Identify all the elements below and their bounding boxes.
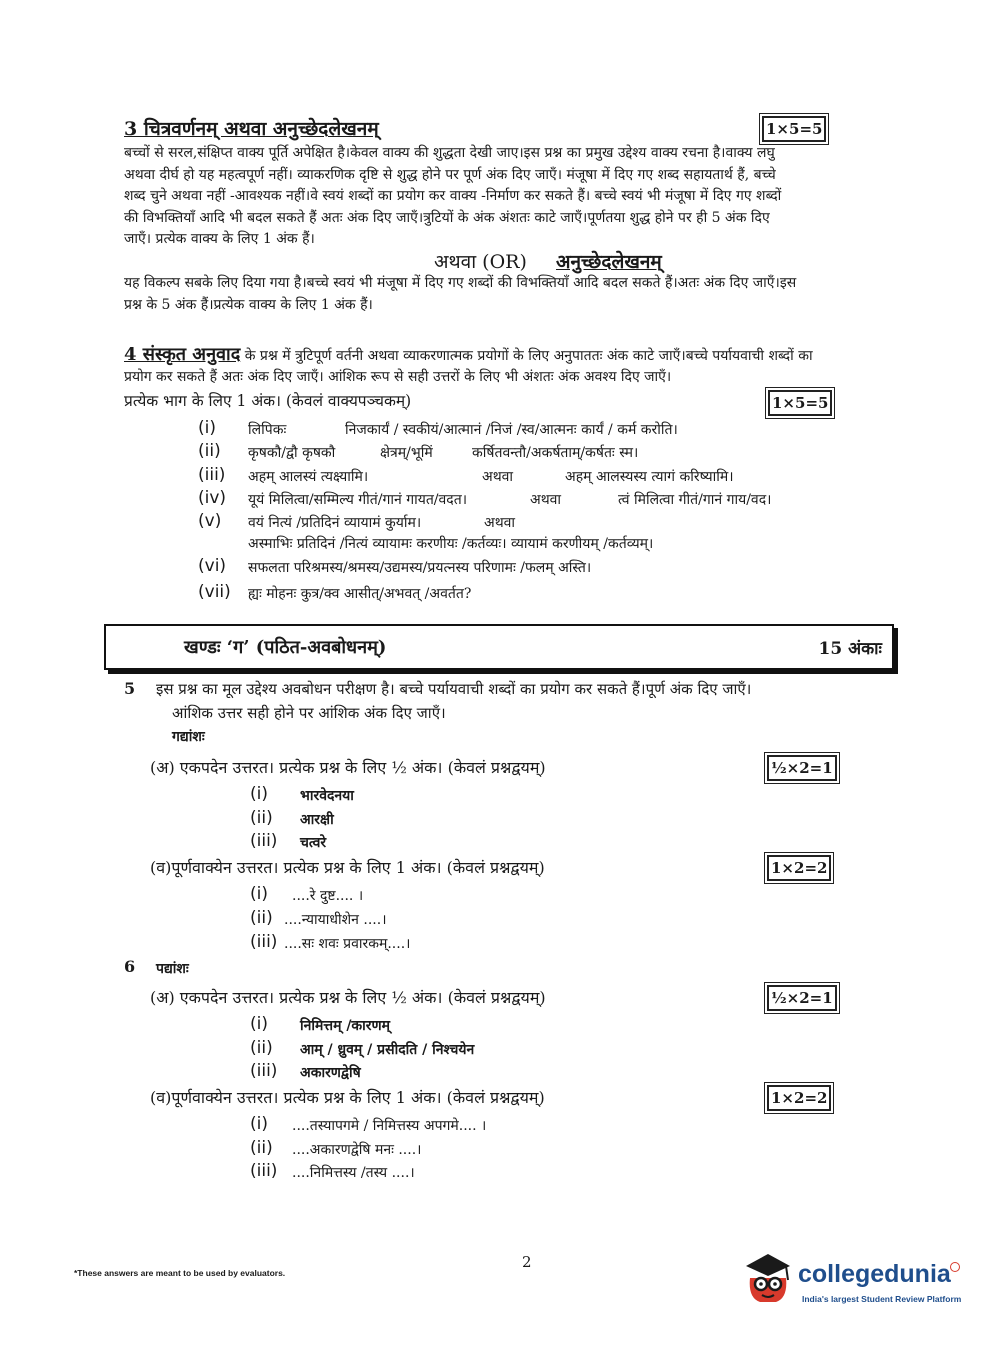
q3-alt-line: प्रश्न के 5 अंक हैं।प्रत्येक वाक्य के लिए 1 अंक हैं। bbox=[124, 296, 373, 313]
brand-name: collegedunia bbox=[798, 1260, 951, 1288]
q3-marks-box: 1×5=5 bbox=[762, 116, 826, 142]
q5-part-a-heading: (अ) एकपदेन उत्तरत। प्रत्येक प्रश्न के लिए ½ अंक। (केवलं प्रश्नद्वयम्) bbox=[150, 758, 546, 777]
item-text: आम् / ध्रुवम् / प्रसीदति / निश्चयेन bbox=[300, 1042, 475, 1058]
item-number: (ii) bbox=[250, 1038, 273, 1058]
q3-line: बच्चों से सरल,संक्षिप्त वाक्य पूर्ति अपेक्षित है।केवल वाक्य की शुद्धता देखी जाए।इस प्रश्न का प्रमुख उद्देश्य वाक्य रचना है।वाक्य लघु bbox=[124, 145, 775, 161]
item-text: ह्यः मोहनः कुत्र/क्व आसीत्/अभवत् /अवर्तत? bbox=[248, 586, 472, 602]
q5-part-a-marks: ½×2=1 bbox=[767, 755, 837, 781]
item-text: निमित्तम् /कारणम् bbox=[300, 1018, 391, 1034]
q3-alt-line: यह विकल्प सबके लिए दिया गया है।बच्चे स्वयं भी मंजूषा में दिए गए शब्दों की विभक्तियाँ आदि बदल सकते हैं।अतः अंक दिए जाएँ।इस bbox=[124, 275, 797, 291]
q6-part-a-heading: (अ) एकपदेन उत्तरत। प्रत्येक प्रश्न के लिए ½ अंक। (केवलं प्रश्नद्वयम्) bbox=[150, 988, 546, 1007]
q6-number: 6 bbox=[124, 957, 136, 976]
item-text: ....निमित्तस्य /तस्य ....। bbox=[292, 1165, 415, 1181]
item-number: (iv) bbox=[198, 488, 227, 508]
q6-part-b-marks: 1×2=2 bbox=[767, 1085, 831, 1111]
item-number: (vii) bbox=[198, 582, 231, 602]
item-text: आरक्षी bbox=[300, 812, 334, 828]
q3-instructions bbox=[124, 143, 854, 251]
item-text: अस्माभिः प्रतिदिनं /नित्यं व्यायामः करणीयः /कर्तव्यः। व्यायामं करणीयम् /कर्तव्यम्। bbox=[248, 536, 654, 552]
item-text: त्वं मिलित्वा गीतं/गानं गाय/वद। bbox=[618, 492, 772, 508]
item-number: (i) bbox=[250, 884, 268, 904]
item-number: (ii) bbox=[250, 1138, 273, 1158]
item-number: (iii) bbox=[250, 932, 278, 952]
q5-part-b-marks: 1×2=2 bbox=[767, 855, 831, 881]
item-text: अकारणद्वेषि bbox=[300, 1065, 361, 1081]
item-text: निजकार्यं / स्वकीयं/आत्मानं /निजं /स्व/आत्मनः कार्यं / कर्म करोति। bbox=[345, 422, 678, 438]
item-number: (ii) bbox=[250, 808, 273, 828]
q6-part-b-heading: (व)पूर्णवाक्येन उत्तरत। प्रत्येक प्रश्न के लिए 1 अंक। (केवलं प्रश्नद्वयम्) bbox=[150, 1088, 545, 1107]
item-number: (iii) bbox=[250, 1061, 278, 1081]
q4-instruction: प्रत्येक भाग के लिए 1 अंक। (केवलं वाक्यपञ्चकम्) bbox=[124, 392, 412, 410]
q4-marks-box: 1×5=5 bbox=[768, 390, 832, 416]
item-number: (i) bbox=[198, 418, 216, 438]
item-number: (ii) bbox=[198, 441, 221, 461]
item-text: ....न्यायाधीशेन ....। bbox=[284, 912, 387, 928]
item-text: लिपिकः bbox=[248, 422, 287, 438]
item-text: चत्वरे bbox=[300, 835, 327, 851]
item-number: (iii) bbox=[250, 1161, 278, 1181]
section-title: खण्डः ‘ग’ (पठित-अवबोधनम्) bbox=[184, 637, 387, 658]
item-number: (i) bbox=[250, 1014, 268, 1034]
q5-instruction-2: आंशिक उत्तर सही होने पर आंशिक अंक दिए जाएँ। bbox=[172, 704, 446, 722]
item-text: कृषकौ/द्वौ कृषकौ bbox=[248, 445, 336, 461]
page-number: 2 bbox=[522, 1253, 532, 1271]
item-text: सफलता परिश्रमस्य/श्रमस्य/उद्यमस्य/प्रयत्नस्य परिणामः /फलम् अस्ति। bbox=[248, 560, 592, 576]
q5-instruction-1: इस प्रश्न का मूल उद्देश्य अवबोधन परीक्षण है। बच्चे पर्यायवाची शब्दों का प्रयोग कर सकते हैं।पूर्ण अंक दिए जाएँ। bbox=[156, 680, 752, 698]
item-text: यूयं मिलित्वा/सम्मिल्य गीतं/गानं गायत/वदत। bbox=[248, 492, 468, 508]
item-number: (iii) bbox=[250, 831, 278, 851]
item-number: (i) bbox=[250, 1114, 268, 1134]
item-text: भारवेदनया bbox=[300, 788, 354, 804]
q5-subheading: गद्यांशः bbox=[172, 729, 205, 745]
mascot-icon bbox=[742, 1250, 794, 1310]
registered-icon bbox=[950, 1262, 960, 1272]
evaluator-note: *These answers are meant to be used by evaluators. bbox=[74, 1268, 286, 1278]
q6-part-a-marks: ½×2=1 bbox=[767, 985, 837, 1011]
item-text: अथवा bbox=[530, 492, 562, 508]
q4-intro-text: के प्रश्न में त्रुटिपूर्ण वर्तनी अथवा व्याकरणात्मक प्रयोगों के लिए अनुपाततः अंक काटे जाएँ।बच्चे पर्यायवाची शब्दों का bbox=[244, 348, 813, 364]
section-marks: 15 अंकाः bbox=[818, 639, 882, 659]
q3-alt-instructions bbox=[124, 273, 876, 316]
q4-intro-line2: प्रयोग कर सकते हैं अतः अंक दिए जाएँ। आंशिक रूप से सही उत्तरों के लिए भी अंशतः अंक अवश्य दिए जाएँ। bbox=[124, 369, 672, 385]
item-number: (v) bbox=[198, 511, 222, 531]
or-label: अथवा (OR) bbox=[434, 251, 527, 273]
item-text: वयं नित्यं /प्रतिदिनं व्यायामं कुर्याम। bbox=[248, 515, 422, 531]
q5-number: 5 bbox=[124, 679, 136, 698]
item-number: (vi) bbox=[198, 556, 227, 576]
q3-line: जाएँ। प्रत्येक वाक्य के लिए 1 अंक हैं। bbox=[124, 231, 315, 247]
item-number: (i) bbox=[250, 784, 268, 804]
item-text: अथवा bbox=[484, 515, 516, 531]
q3-line: अथवा दीर्घ हो यह महत्वपूर्ण नहीं। व्याकरणिक दृष्टि से शुद्ध होने पर पूर्ण अंक दिए जाएँ। मंजूषा में दिए गए शब्द सहायतार्थ हैं, बच्चे bbox=[124, 166, 776, 183]
q4-intro bbox=[124, 342, 813, 366]
item-number: (ii) bbox=[250, 908, 273, 928]
item-text: अथवा bbox=[482, 469, 514, 485]
brand-tagline: India's largest Student Review Platform bbox=[802, 1294, 962, 1304]
q5-part-b-heading: (व)पूर्णवाक्येन उत्तरत। प्रत्येक प्रश्न के लिए 1 अंक। (केवलं प्रश्नद्वयम्) bbox=[150, 858, 545, 877]
item-text: ....सः शवः प्रवारकम्....। bbox=[284, 936, 411, 952]
item-text: क्षेत्रम्/भूमिं bbox=[380, 445, 433, 461]
item-text: ....रे दुष्ट.... । bbox=[292, 888, 364, 904]
item-number: (iii) bbox=[198, 465, 226, 485]
item-text: अहम् आलस्यस्य त्यागं करिष्यामि। bbox=[565, 469, 734, 485]
item-text: अहम् आलस्यं त्यक्ष्यामि। bbox=[248, 469, 369, 485]
q3-alt-heading: अनुच्छेदलेखनम् bbox=[556, 251, 662, 273]
item-text: कर्षितवन्तौ/अकर्षताम्/कर्षतः स्म। bbox=[472, 445, 639, 461]
q6-subheading: पद्यांशः bbox=[156, 961, 189, 977]
item-text: ....तस्यापगमे / निमित्तस्य अपगमे.... । bbox=[292, 1118, 487, 1134]
q3-line: शब्द चुने अथवा नहीं -आवश्यक नहीं।वे स्वयं शब्दों का प्रयोग कर वाक्य -निर्माण कर सकते हैं। बच्चे स्वयं भी मंजूषा में दिए गए शब्दों bbox=[124, 188, 782, 204]
collegedunia-logo[interactable] bbox=[742, 1248, 972, 1318]
item-text: ....अकारणद्वेषि मनः ....। bbox=[292, 1142, 422, 1158]
q3-line: की विभक्तियाँ आदि भी बदल सकते हैं अतः अंक दिए जाएँ।त्रुटियों के अंक अंशतः काटे जाएँ।पूर्णतया शुद्ध होने पर ही 5 अंक दिए bbox=[124, 209, 770, 226]
q3-heading: 3 चित्रवर्णनम् अथवा अनुच्छेदलेखनम् bbox=[124, 118, 379, 140]
q4-heading: 4 संस्कृत अनुवाद bbox=[124, 344, 241, 365]
section-banner bbox=[104, 624, 894, 670]
